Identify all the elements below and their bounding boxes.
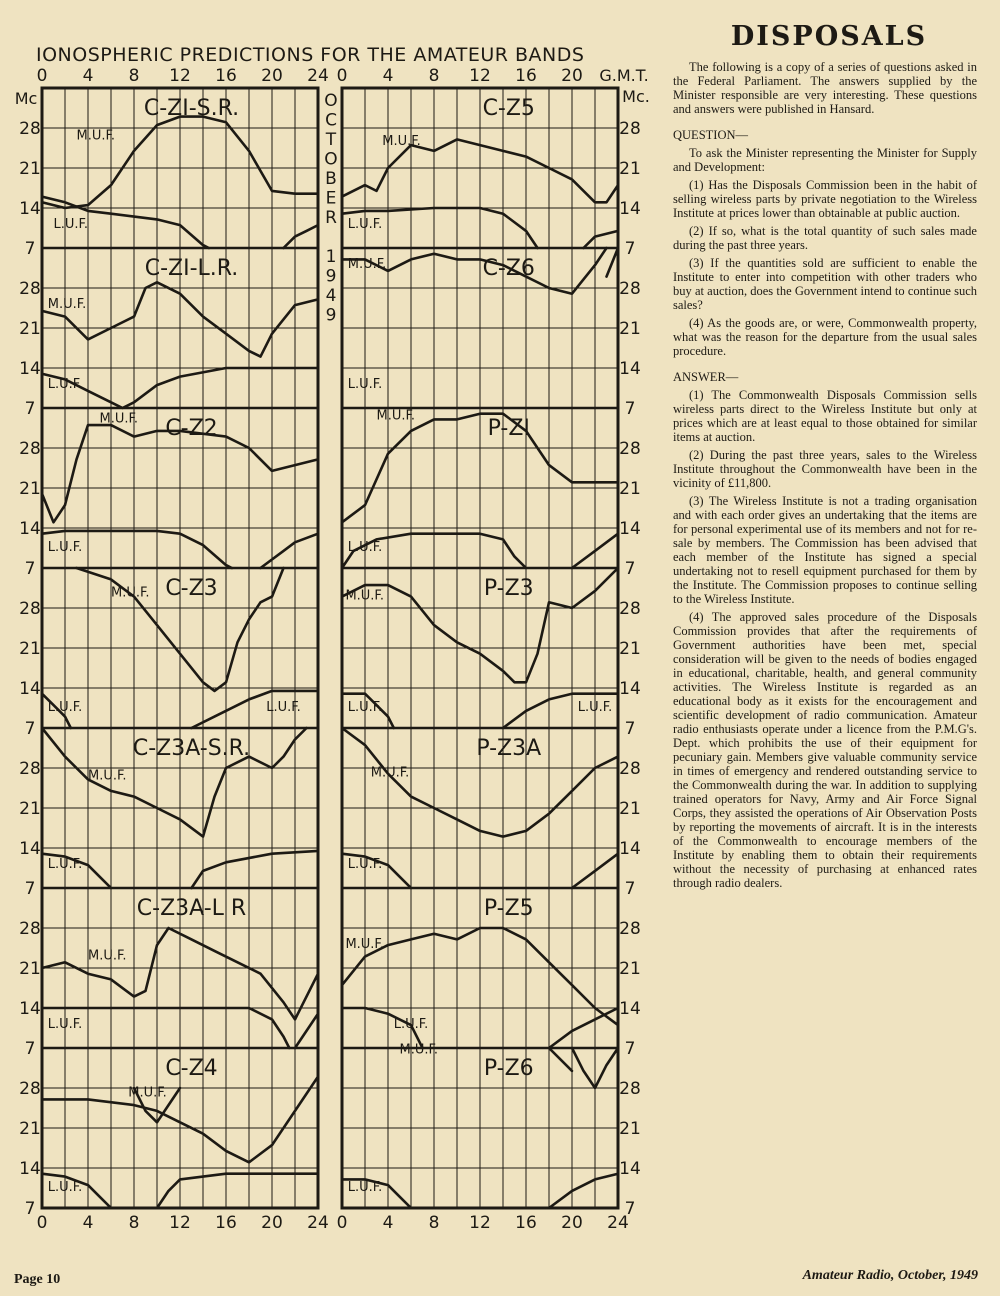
luf-label: L.U.F. [393, 1017, 429, 1032]
time-tick-top: 20 [561, 66, 583, 86]
freq-tick-left: 14 [19, 999, 41, 1019]
panel-title: C-Z2 [165, 416, 218, 441]
luf-label: L.U.F. [53, 217, 89, 232]
luf-label: L.U.F. [347, 699, 383, 715]
date-letter: B [325, 169, 337, 189]
date-letter: 9 [325, 305, 337, 326]
freq-tick-left: 7 [24, 559, 36, 579]
freq-tick-left: 7 [24, 399, 36, 419]
time-tick-top: 20 [261, 66, 283, 86]
freq-tick-left: 7 [24, 719, 36, 739]
freq-tick-left: 28 [19, 919, 41, 939]
page-number: Page 10 [14, 1272, 61, 1287]
answer-2: (2) During the past three years, sales to the Wireless Institute throughout the Commonwealth have been in the vicinity of £11,800. [673, 448, 977, 490]
panel-title: P-Z5 [483, 896, 534, 921]
freq-tick-right: 21 [619, 1119, 641, 1139]
luf-label: L.U.F. [347, 217, 383, 232]
muf-label: M.U.F. [376, 408, 416, 424]
freq-tick-left: 21 [19, 1119, 41, 1139]
freq-tick-left: 28 [19, 439, 41, 459]
time-tick-bottom: 0 [36, 1213, 48, 1233]
freq-tick-left: 14 [19, 199, 41, 219]
muf-label: M.U.F. [382, 134, 421, 150]
muf-label: M.U.F. [111, 585, 150, 601]
article-column [673, 22, 977, 894]
freq-tick-left: 7 [24, 1199, 36, 1219]
answer-1: (1) The Commonwealth Disposals Commission sells wireless parts direct to the Wireless Institute but only at prices which are at least equal to those obtained for similar items at auction. [673, 388, 977, 444]
time-tick-top: 12 [469, 66, 491, 86]
question-4: (4) As the goods are, or were, Commonwealth property, what was the reason for the departure from the usual sales procedure. [673, 316, 977, 358]
time-tick-bottom: 8 [428, 1213, 440, 1233]
date-letter: O [324, 91, 338, 111]
luf-label: L.U.F. [47, 857, 83, 872]
freq-tick-right: 28 [619, 759, 641, 779]
freq-tick-right: 14 [619, 679, 641, 699]
freq-tick-right: 7 [624, 559, 636, 579]
luf-label: L.U.F. [347, 857, 383, 872]
freq-tick-right: 14 [619, 839, 641, 859]
panel-title: P-Z3 [483, 576, 534, 601]
freq-tick-left: 14 [19, 519, 41, 539]
freq-tick-left: 14 [19, 359, 41, 379]
panel-title: C-ZI-S.R. [143, 96, 240, 121]
chart-title: IONOSPHERIC PREDICTIONS FOR THE AMATEUR BANDS [36, 44, 585, 66]
date-letter: T [325, 130, 337, 150]
panel-title: P-Z3A [476, 736, 542, 761]
panel-title: C-Z4 [165, 1056, 218, 1081]
freq-tick-left: 7 [24, 879, 36, 899]
freq-tick-left: 21 [19, 959, 41, 979]
mc-label-right: Mc. [622, 87, 650, 106]
mc-label-left: Mc [14, 89, 38, 108]
date-letter: O [324, 149, 338, 170]
time-tick-top: 0 [336, 66, 348, 86]
freq-tick-left: 28 [19, 119, 41, 139]
time-tick-bottom: 12 [469, 1213, 491, 1233]
luf-curve [261, 534, 319, 568]
panel-title: C-Z5 [482, 96, 535, 121]
panel-title: C-Z3 [165, 576, 218, 601]
muf-label: M.U.F. [99, 411, 139, 427]
freq-tick-right: 21 [619, 959, 641, 979]
panel-title: C-Z3A-L R [136, 896, 247, 921]
muf-label: M.U.F. [399, 1042, 439, 1058]
freq-tick-right: 14 [619, 1159, 641, 1179]
muf-curve [549, 1048, 572, 1071]
freq-tick-left: 21 [19, 639, 41, 659]
freq-tick-right: 14 [619, 519, 641, 539]
time-tick-top: 8 [128, 66, 140, 86]
panel-title: P-Z6 [483, 1056, 534, 1081]
freq-tick-right: 14 [619, 999, 641, 1019]
freq-tick-right: 28 [619, 279, 641, 299]
muf-label: M.U.F. [88, 768, 127, 784]
luf-curve [192, 851, 319, 888]
freq-tick-right: 28 [619, 1079, 641, 1099]
luf-curve [157, 1174, 318, 1208]
freq-tick-right: 28 [619, 919, 641, 939]
freq-tick-left: 21 [19, 319, 41, 339]
luf-curve [284, 225, 319, 248]
freq-tick-left: 14 [19, 679, 41, 699]
freq-tick-left: 7 [24, 239, 36, 259]
time-tick-bottom: 24 [307, 1213, 329, 1233]
muf-label: M.U.F. [345, 937, 384, 952]
article-intro: The following is a copy of a series of questions asked in the Federal Parliament. The answers supplied by the Minister responsible are very interesting. These questions and answers were published in Hansard. [673, 60, 977, 116]
time-tick-top: 16 [215, 66, 237, 86]
muf-label: M.U.F. [370, 765, 410, 781]
time-tick-bottom: 16 [215, 1213, 237, 1233]
freq-tick-right: 21 [619, 799, 641, 819]
freq-tick-left: 28 [19, 1079, 41, 1099]
date-letter: 1 [325, 247, 337, 267]
freq-tick-left: 28 [19, 279, 41, 299]
time-tick-bottom: 8 [128, 1213, 140, 1233]
freq-tick-left: 28 [19, 599, 41, 619]
luf-label: L.U.F. [47, 377, 83, 392]
freq-tick-right: 21 [619, 319, 641, 339]
luf-label: L.U.F. [347, 1179, 383, 1195]
freq-tick-left: 21 [19, 159, 41, 179]
luf-label: L.U.F. [347, 377, 383, 392]
freq-tick-right: 7 [624, 239, 636, 259]
question-heading: QUESTION— [673, 128, 748, 142]
date-letter: 4 [325, 286, 337, 306]
freq-tick-right: 7 [624, 1199, 636, 1219]
luf-label: L.U.F. [347, 539, 383, 555]
gmt-label: G.M.T. [599, 66, 649, 85]
luf-label: L.U.F. [47, 539, 83, 555]
muf-label: M.U.F. [88, 948, 127, 964]
panel-title: C-Z6 [482, 256, 535, 281]
freq-tick-right: 7 [624, 399, 636, 419]
freq-tick-right: 7 [624, 879, 636, 899]
time-tick-bottom: 0 [336, 1213, 348, 1233]
time-tick-bottom: 20 [261, 1213, 283, 1233]
freq-tick-right: 21 [619, 159, 641, 179]
time-tick-top: 12 [169, 66, 191, 86]
time-tick-top: 8 [428, 66, 440, 86]
muf-curve [607, 248, 619, 277]
luf-label: L.U.F. [47, 1179, 83, 1195]
time-tick-bottom: 16 [515, 1213, 537, 1233]
freq-tick-right: 7 [624, 719, 636, 739]
date-letter: E [325, 188, 337, 209]
date-letter: C [325, 110, 337, 131]
answer-heading: ANSWER— [673, 370, 739, 384]
freq-tick-right: 14 [619, 199, 641, 219]
muf-label: M.U.F. [76, 128, 116, 144]
answer-4: (4) The approved sales procedure of the Disposals Commission provides that after the requirements of Government authorities have been met, special consideration will be given to the needs of bodies engaged in educational, charitable, health, and general community activities. The Wireless Institute is regarded as an educational body as it exists for the encouragement and scientific development of radio communication. Amateur radio enthusiasts operate under a licence from the P.M.G's. Dept. which prohibits the use of their equipment for pecuniary gain. Members give valuable community service in times of emergency and rendered outstanding service to the Commonwealth during the war. In addition to supplying trained operators for Navy, Army and Air Force Signal Corps, they assisted the operations of Air Observation Posts by reporting the movements of aircraft. It is in the interests of the Commonwealth to encourage members of the Institute by enabling them to obtain their requirements without the necessity of purchasing at enhanced rates through radio dealers. [673, 610, 977, 890]
freq-tick-left: 14 [19, 1159, 41, 1179]
freq-tick-right: 21 [619, 639, 641, 659]
question-intro: To ask the Minister representing the Minister for Supply and Development: [673, 146, 977, 174]
question-2: (2) If so, what is the total quantity of such sales made during the past three years. [673, 224, 977, 252]
article-heading: DISPOSALS [730, 21, 928, 52]
time-tick-top: 16 [515, 66, 537, 86]
time-tick-top: 24 [307, 66, 329, 86]
time-tick-bottom: 4 [82, 1213, 94, 1233]
freq-tick-left: 28 [19, 759, 41, 779]
luf-label: L.U.F. [266, 699, 301, 715]
luf-curve [549, 1174, 618, 1208]
panel-title: P-ZI [487, 416, 530, 441]
time-tick-bottom: 12 [169, 1213, 191, 1233]
luf-label: L.U.F. [47, 699, 83, 715]
freq-tick-right: 28 [619, 119, 641, 139]
time-tick-top: 4 [382, 66, 394, 86]
freq-tick-right: 21 [619, 479, 641, 499]
freq-tick-right: 28 [619, 599, 641, 619]
freq-tick-left: 7 [24, 1039, 36, 1059]
time-tick-bottom: 20 [561, 1213, 583, 1233]
muf-label: M.U.F. [128, 1085, 167, 1101]
freq-tick-right: 28 [619, 439, 641, 459]
time-tick-top: 4 [82, 66, 94, 86]
time-tick-bottom: 4 [382, 1213, 394, 1233]
luf-curve [549, 1008, 618, 1048]
freq-tick-left: 21 [19, 799, 41, 819]
chart-axes [15, 66, 650, 1233]
panel-title: C-Z3A-S.R. [132, 736, 251, 761]
muf-label: M.U.F. [47, 297, 87, 312]
muf-label: M.U.F. [347, 257, 387, 272]
time-tick-bottom: 24 [607, 1213, 629, 1233]
panel-title: C-ZI-L.R. [144, 256, 239, 281]
freq-tick-left: 14 [19, 839, 41, 859]
publication-footer: Amateur Radio, October, 1949 [802, 1268, 978, 1283]
date-letter: R [325, 208, 337, 228]
freq-tick-left: 21 [19, 479, 41, 499]
muf-label: M.U.F. [345, 588, 384, 604]
date-letter: 9 [325, 266, 337, 287]
luf-curve [584, 231, 619, 248]
answer-3: (3) The Wireless Institute is not a trading organisation and with each order gives an undertaking that the items are for personal experimental use of its members and not for re-sale by members. The Commission has been advised that each member of the Institute has signed a special undertaking not to resell equipment purchased for them by the Institute. The Commission proposes to continue selling to the Wireless Institute. [673, 494, 977, 606]
luf-label: L.U.F. [47, 1017, 83, 1032]
question-1: (1) Has the Disposals Commission been in the habit of selling wireless parts by private negotiation to the Wireless Institute at prices lower than obtainable at public auction. [673, 178, 977, 220]
freq-tick-right: 14 [619, 359, 641, 379]
time-tick-top: 0 [36, 66, 48, 86]
luf-label: L.U.F. [577, 699, 613, 715]
question-3: (3) If the quantities sold are sufficient to enable the Institute to enter into competition with other traders who buy at auction, does the Government intend to continue such sales? [673, 256, 977, 312]
freq-tick-right: 7 [624, 1039, 636, 1059]
luf-curve [295, 1014, 318, 1048]
